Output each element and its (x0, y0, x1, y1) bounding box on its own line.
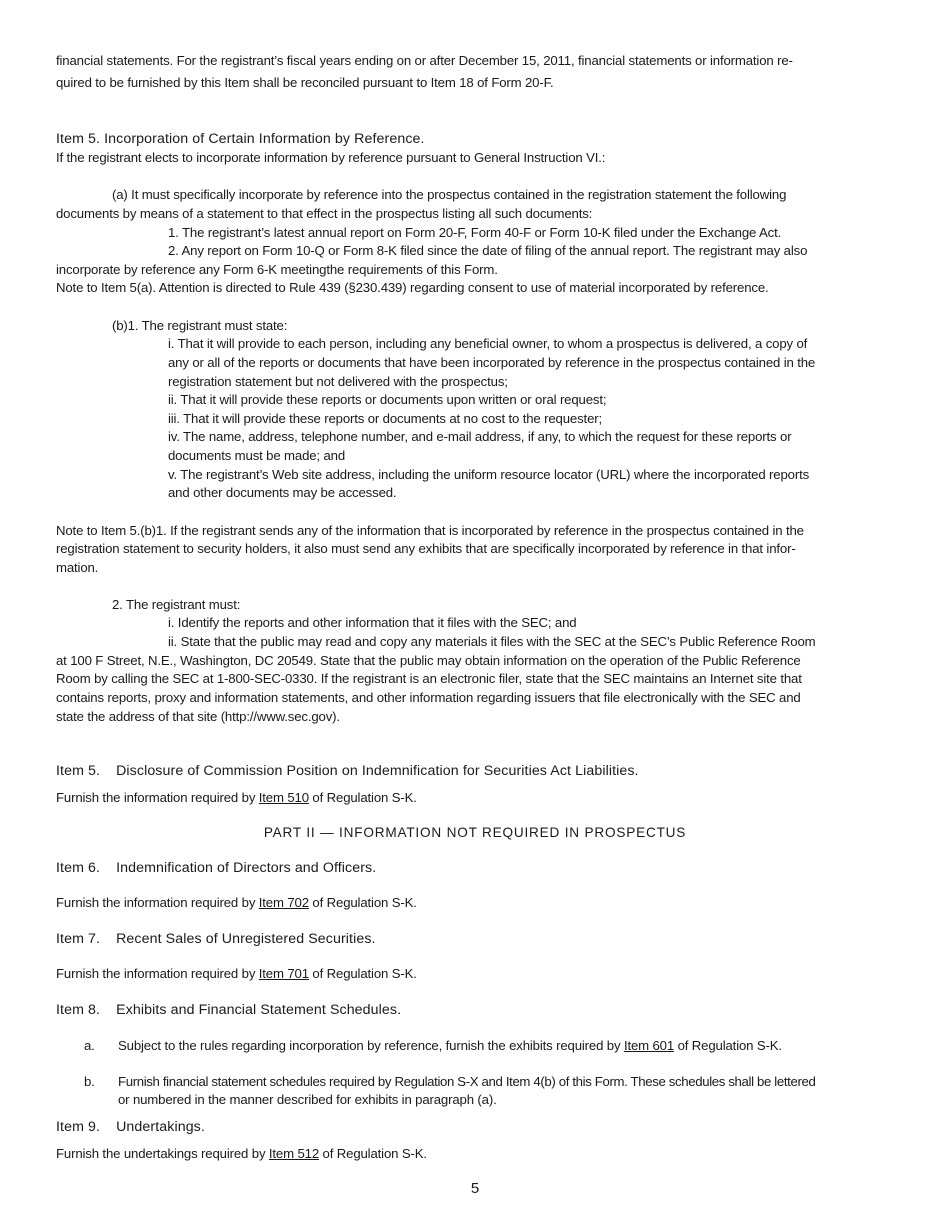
item5-a2-line-1: 2. Any report on Form 10-Q or Form 8-K filed since the date of filing of the annual report. The registrant may also (168, 243, 808, 258)
item5-b2-i: i. Identify the reports and other information that it files with the SEC; and (168, 615, 577, 630)
item-number: Item 8. (56, 1002, 101, 1018)
item5-b2-ii-line-4: contains reports, proxy and information statements, and other information regarding issuers that file electronically with the SEC and (56, 690, 801, 705)
item-number: Item 6. (56, 860, 101, 876)
note-item5b1-line-2: registration statement to security holders, it also must send any exhibits that are specifically incorporated by reference in that infor- (56, 541, 796, 556)
item5-b1-v-line-1: v. The registrant’s Web site address, including the uniform resource locator (URL) where the incorporated reports (168, 467, 810, 482)
item5-b2-ii-line-1: ii. State that the public may read and copy any materials it files with the SEC at the SEC’s Public Reference Room (168, 634, 816, 649)
item5-b1-i-line-3: registration statement but not delivered with the prospectus; (168, 374, 508, 389)
item9-heading (56, 1118, 205, 1136)
item5-b2-ii-line-5: state the address of that site (http://www.sec.gov). (56, 709, 340, 724)
item5-b1-lead: (b)1. The registrant must state: (112, 318, 288, 333)
item7-text: Furnish the information required by Item 701 of Regulation S-K. (56, 966, 417, 981)
item8-a-label: a. (84, 1038, 95, 1053)
item5-incorporation-heading: Item 5. Incorporation of Certain Information by Reference. (56, 131, 425, 147)
item-512-link[interactable]: Item 512 (268, 1146, 320, 1161)
intro-line-2: quired to be furnished by this Item shall be reconciled pursuant to Item 18 of Form 20-F. (56, 75, 554, 90)
item5-b2-lead: 2. The registrant must: (112, 597, 241, 612)
item5-b2-ii-line-2: at 100 F Street, N.E., Washington, DC 20549. State that the public may obtain information on the operation of the Public Reference (56, 653, 801, 668)
item5-b1-iii: iii. That it will provide these reports or documents at no cost to the requester; (168, 411, 603, 426)
note-item5a: Note to Item 5(a). Attention is directed to Rule 439 (§230.439) regarding consent to use of material incorporated by reference. (56, 280, 769, 295)
item5-disclosure-text: Furnish the information required by Item 510 of Regulation S-K. (56, 790, 417, 805)
item-number: Item 7. (56, 931, 101, 947)
item5-b1-i-line-1: i. That it will provide to each person, including any beneficial owner, to whom a prospectus is delivered, a copy of (168, 336, 808, 351)
item6-heading (56, 859, 376, 877)
item-title: Exhibits and Financial Statement Schedules. (116, 1002, 402, 1018)
item-title: Recent Sales of Unregistered Securities. (116, 931, 376, 947)
item7-heading (56, 930, 376, 948)
intro-line-1: financial statements. For the registrant’s fiscal years ending on or after December 15, 2011, financial statements or information re- (56, 53, 793, 68)
item-number: Item 9. (56, 1119, 101, 1135)
item9-text: Furnish the undertakings required by Item 512 of Regulation S-K. (56, 1146, 427, 1161)
item-number: Item 5. (56, 763, 101, 779)
part-ii-heading: PART II — INFORMATION NOT REQUIRED IN PROSPECTUS (263, 825, 687, 840)
item-title: Indemnification of Directors and Officers. (116, 860, 377, 876)
item-601-link[interactable]: Item 601 (623, 1038, 675, 1053)
note-item5b1-line-3: mation. (56, 560, 99, 575)
item8-b-line-1: Furnish financial statement schedules required by Regulation S-X and Item 4(b) of this Form. These schedules shall be lettered (118, 1074, 816, 1089)
item-title: Disclosure of Commission Position on Indemnification for Securities Act Liabilities. (116, 763, 639, 779)
item5-b2-ii-line-3: Room by calling the SEC at 1-800-SEC-0330. If the registrant is an electronic filer, state that the SEC maintains an Internet site that (56, 671, 802, 686)
item5-b1-i-line-2: any or all of the reports or documents that have been incorporated by reference in the prospectus contained in the (168, 355, 816, 370)
item5-b1-ii: ii. That it will provide these reports or documents upon written or oral request; (168, 392, 607, 407)
item5-a-line-1: (a) It must specifically incorporate by reference into the prospectus contained in the registration statement the following (112, 187, 787, 202)
page-number: 5 (470, 1180, 480, 1197)
item8-a-text: Subject to the rules regarding incorporation by reference, furnish the exhibits required by Item 601 of Regulation S-K. (118, 1038, 782, 1053)
item-510-link[interactable]: Item 510 (258, 790, 309, 805)
item5-b1-v-line-2: and other documents may be accessed. (168, 485, 397, 500)
item5-lead: If the registrant elects to incorporate information by reference pursuant to General Instruction VI.: (56, 150, 606, 165)
item5-b1-iv-line-1: iv. The name, address, telephone number, and e-mail address, if any, to which the request for these reports or (168, 429, 792, 444)
item8-b-label: b. (84, 1074, 95, 1089)
note-item5b1-line-1: Note to Item 5.(b)1. If the registrant sends any of the information that is incorporated by reference in the prospectus contained in the (56, 523, 804, 538)
item-702-link[interactable]: Item 702 (258, 895, 309, 910)
item5-a-line-2: documents by means of a statement to that effect in the prospectus listing all such documents: (56, 206, 593, 221)
item6-text: Furnish the information required by Item 702 of Regulation S-K. (56, 895, 417, 910)
item-title: Undertakings. (116, 1119, 205, 1135)
item8-heading (56, 1001, 401, 1019)
item5-disclosure-heading (56, 762, 639, 780)
item5-b1-iv-line-2: documents must be made; and (168, 448, 346, 463)
item5-a1: 1. The registrant’s latest annual report on Form 20-F, Form 40-F or Form 10-K filed under the Exchange Act. (168, 225, 782, 240)
item8-b-line-2: or numbered in the manner described for exhibits in paragraph (a). (118, 1092, 497, 1107)
item-701-link[interactable]: Item 701 (258, 966, 309, 981)
item5-a2-line-2: incorporate by reference any Form 6-K meetingthe requirements of this Form. (56, 262, 498, 277)
